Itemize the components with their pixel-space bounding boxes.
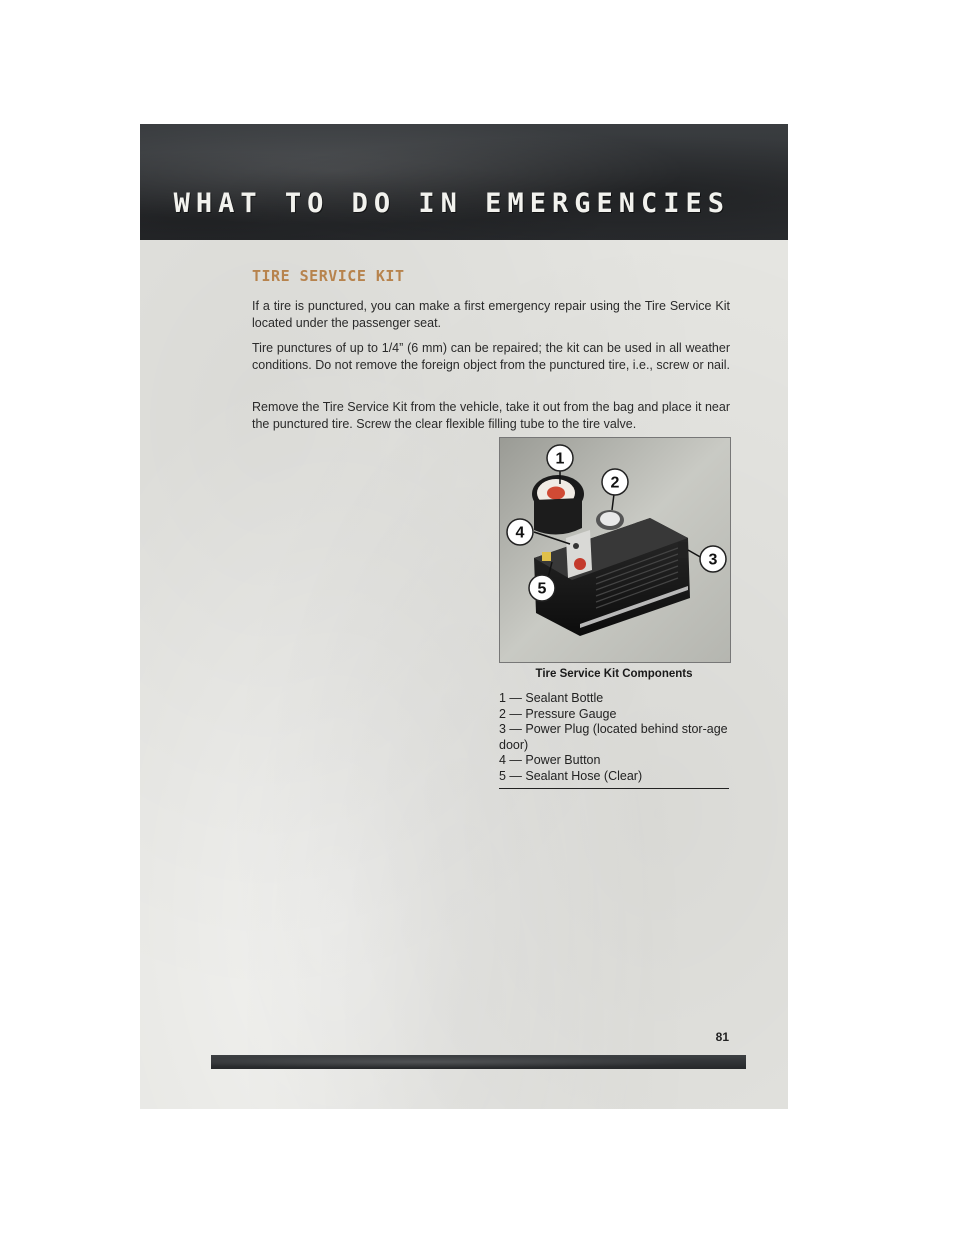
- legend-item: 4 — Power Button: [499, 753, 601, 768]
- power-plug-door: [678, 542, 688, 558]
- tire-service-kit-photo: [499, 437, 731, 663]
- paragraph-2: Tire punctures of up to 1/4” (6 mm) can be repaired; the kit can be used in all weather conditions. Do not remove the foreign object from the punctured tire, i.e., screw or nail.: [252, 341, 731, 372]
- chapter-title: WHAT TO DO IN EMERGENCIES: [173, 188, 730, 219]
- pressure-gauge-face: [600, 512, 620, 526]
- power-button-knob: [573, 543, 579, 549]
- callout-4: [507, 519, 533, 545]
- manual-page: [140, 124, 788, 1109]
- footer-band: [211, 1055, 746, 1069]
- sealant-bottle-body: [534, 498, 582, 535]
- panel-indicator: [574, 558, 586, 570]
- section-heading: TIRE SERVICE KIT: [252, 267, 405, 285]
- svg-text:5: 5: [537, 580, 547, 598]
- svg-text:3: 3: [708, 551, 718, 569]
- callout-1: [547, 445, 573, 471]
- hose-connector: [542, 552, 551, 561]
- legend-item: 3 — Power Plug (located behind stor-age door): [499, 722, 728, 752]
- svg-text:1: 1: [555, 450, 565, 468]
- sealant-bottle-mark: [547, 487, 565, 500]
- legend-item: 2 — Pressure Gauge: [499, 706, 617, 721]
- page-number: 81: [715, 1030, 729, 1044]
- callout-3: [700, 546, 726, 572]
- callout-2: [602, 469, 628, 495]
- paragraph-1: If a tire is punctured, you can make a first emergency repair using the Tire Service Kit located under the passenger seat.: [252, 299, 730, 330]
- svg-text:4: 4: [515, 524, 525, 542]
- figure-legend: [499, 691, 729, 785]
- figure-caption: Tire Service Kit Components: [535, 668, 693, 680]
- callout-5: [529, 575, 555, 601]
- header-band: [140, 124, 788, 240]
- svg-text:2: 2: [610, 474, 620, 492]
- control-panel: [566, 530, 592, 578]
- legend-item: 5 — Sealant Hose (Clear): [499, 768, 643, 783]
- paragraph-3: Remove the Tire Service Kit from the vehicle, take it out from the bag and place it near the punctured tire. Screw the clear flexible filling tube to the tire valve.: [252, 400, 730, 431]
- kit-illustration: [500, 438, 730, 662]
- legend-divider: [499, 788, 729, 789]
- legend-item: 1 — Sealant Bottle: [499, 691, 604, 705]
